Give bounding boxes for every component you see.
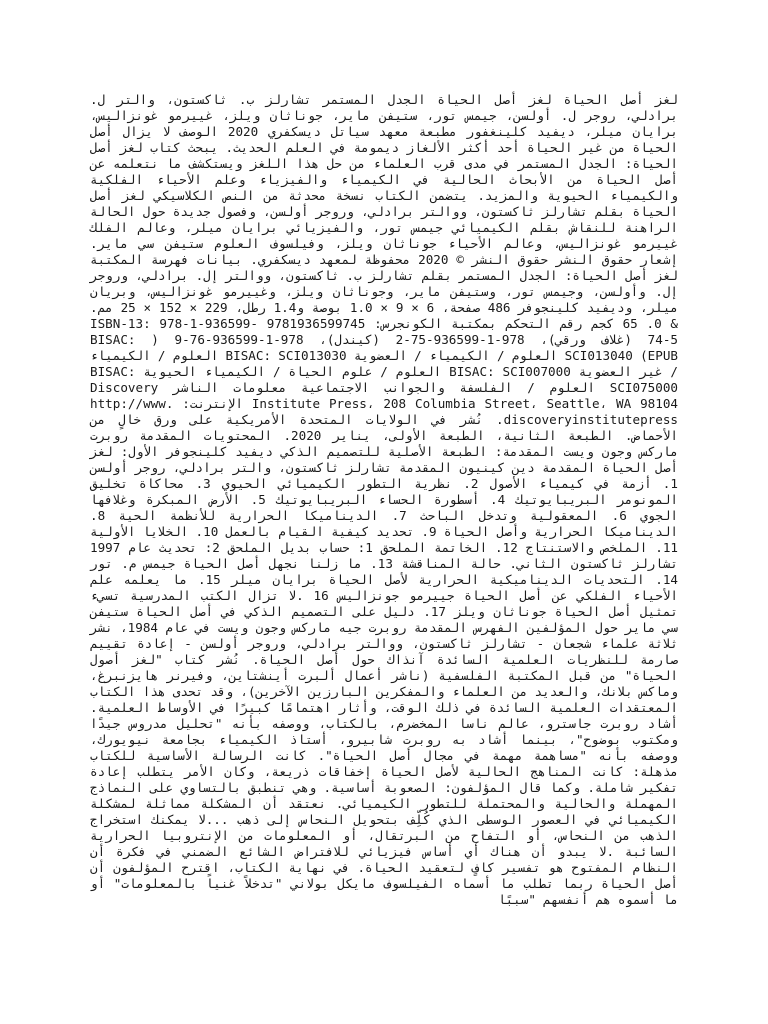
document-body-text: لغز أصل الحياة لغز أصل الحياة الجدل المستمر تشارلز ب. ثاكستون، والتر ل. برادلي، روجر ل. أولسن، جيمس تور، ستيفن ماير، جوناثان ويلز، غييرمو غونزاليس، برايان ميلر، ديفيد كلينغفور مطبعة معهد سياتل ديسكفري 2020 الوصف لا يزال أصل الحياة من غير الحياة أحد أكثر الألغاز ديمومة في العلم الحديث. يبحث كتاب لغز أصل الحياة: الجدل المستمر في مدى قرب العلماء من حل هذا اللغز ويستكشف ما نتعلمه عن أصل الحياة من الأبحاث الحالية في الكيمياء والفيزياء وعلم الأحياء الفلكية والكيمياء الحيوية والمزيد. يتضمن الكتاب نسخة محدثة من النص الكلاسيكي لغز أصل الحياة بقلم تشارلز ثاكستون، ووالتر برادلي، وروجر أولسن، وفصول جديدة حول الحالة الراهنة للنقاش بقلم الكيميائي جيمس تور، والفيزيائي برايان ميلر، وعالم الفلك غييرمو غونزاليس، وعالم الأحياء جوناثان ويلز، وفيلسوف العلوم ستيفن سي ماير. إشعار حقوق النشر حقوق النشر © 2020 محفوظة لمعهد ديسكفري. بيانات فهرسة المكتبة لغز أصل الحياة: الجدل المستمر بقلم تشارلز ب. ثاكستون، ووالتر إل. برادلي، وروجر إل. وأولسن، وجيمس تور، وستيفن ماير، وجوناثان ويلز، وغييرمو غونزاليس، وبريان ميلر، وديفيد كلينجوفر 486 صفحة، 6 × 9 × 1.0 بوصة و1.4 رطل، 229 × 152 × 25 مم. & 0. 65 كجم رقم التحكم بمكتبة الكونجرس: 9781936599745 ISBN-13: 978-1-936599-74-5 (غلاف ورقي)، 978-1-936599-75-2 (كيندل)، 978-1-936599-76-9 ( BISAC: SCI013040 (EPUB العلوم / الكيمياء / العضوية BISAC: SCI013030 العلوم / الكيمياء / غير العضوية BISAC: SCI007000 العلوم / علوم الحياة / الكيمياء الحيوية BISAC: SCI075000 العلوم / الفلسفة والجوانب الاجتماعية معلومات الناشر Discovery Institute Press، 208 Columbia Street، Seattle، WA 98104 الإنترنت: http://www. discoveryinstitutepress. نُشر في الولايات المتحدة الأمريكية على ورق خالٍ من الأحماض. الطبعة الثانية، الطبعة الأولى، يناير 2020. المحتويات المقدمة روبرت ماركس وجون ويست المقدمة: الطبعة الأصلية للتصميم الذكي ديفيد كلينجوفر الأول: لغز أصل الحياة المقدمة دين كينيون المقدمة تشارلز ثاكستون، والتر برادلي، روجر أولسن 1. أزمة في كيمياء الأصول 2. نظرية التطور الكيميائي الحيوي 3. محاكاة تخليق المونومر البريبايوتيك 4. أسطورة الحساء البريبايوتيك 5. الأرض المبكرة وغلافها الجوي 6. المعقولية وتدخل الباحث 7. الديناميكا الحرارية للأنظمة الحية 8. الديناميكا الحرارية وأصل الحياة 9. تحديد كيفية القيام بالعمل 10. الخلايا الأولية 11. الملخص والاستنتاج 12. الخاتمة الملحق 1: حساب بديل الملحق 2: تحديث عام 1997 تشارلز ثاكستون الثاني. حالة المناقشة 13. ما زلنا نجهل أصل الحياة جيمس م. تور 14. التحديات الديناميكية الحرارية لأصل الحياة برايان ميلر 15. ما يعلمه علم الأحياء الفلكي عن أصل الحياة جييرمو جونزاليس 16 .لا تزال الكتب المدرسية تسيء تمثيل أصل الحياة جوناثان ويلز 17. دليل على التصميم الذكي في أصل الحياة ستيفن سي ماير حول المؤلفين الفهرس المقدمة روبرت جيه ماركس وجون ويست في عام 1984، نشر ثلاثة علماء شجعان - تشارلز ثاكستون، ووالتر برادلي، وروجر أولسن - إعادة تقييم صارمة للنظريات العلمية السائدة آنذاك حول أصل الحياة. نُشر كتاب "لغز أصول الحياة" من قبل المكتبة الفلسفية (ناشر أعمال ألبرت أينشتاين، وفيرنر هايزنبرغ، وماكس بلانك، والعديد من العلماء والمفكرين البارزين الآخرين)، وقد تحدى هذا الكتاب المعتقدات العلمية السائدة في ذلك الوقت، وأثار اهتمامًا كبيرًا في الأوساط العلمية. أشاد روبرت جاسترو، عالم ناسا المخضرم، بالكتاب، ووصفه بأنه "تحليل مدروس جيدًا ومكتوب بوضوح"، بينما أشاد به روبرت شابيرو، أستاذ الكيمياء بجامعة نيويورك، ووصفه بأنه "مساهمة مهمة في مجال أصل الحياة". كانت الرسالة الأساسية للكتاب مذهلة: كانت المناهج الحالية لأصل الحياة إخفاقات ذريعة، وكان الأمر يتطلب إعادة تفكير شاملة. وكما قال المؤلفون: الصعوبة أساسية. وهي تنطبق بالتساوي على النماذج المهملة والحالية والمحتملة للتطور الكيميائي. نعتقد أن المشكلة مماثلة لمشكلة الكيميائي في العصور الوسطى الذي كُلِّف بتحويل النحاس إلى ذهب ...لا يمكنك استخراج الذهب من النحاس، أو التفاح من البرتقال، أو المعلومات من الإنتروبيا الحرارية السائبة .لا يبدو أن هناك أي أساس فيزيائي للافتراض الشائع الضمني في فكرة أن النظام المفتوح هو تفسير كافٍ لتعقيد الحياة. في نهاية الكتاب، اقترح المؤلفون أن أصل الحياة ربما تطلب ما أسماه الفيلسوف مايكل بولاني "تدخلاً غنياً بالمعلومات" أو ما أسموه هم أنفسهم "سببًا <box>90 92 679 907</box>
